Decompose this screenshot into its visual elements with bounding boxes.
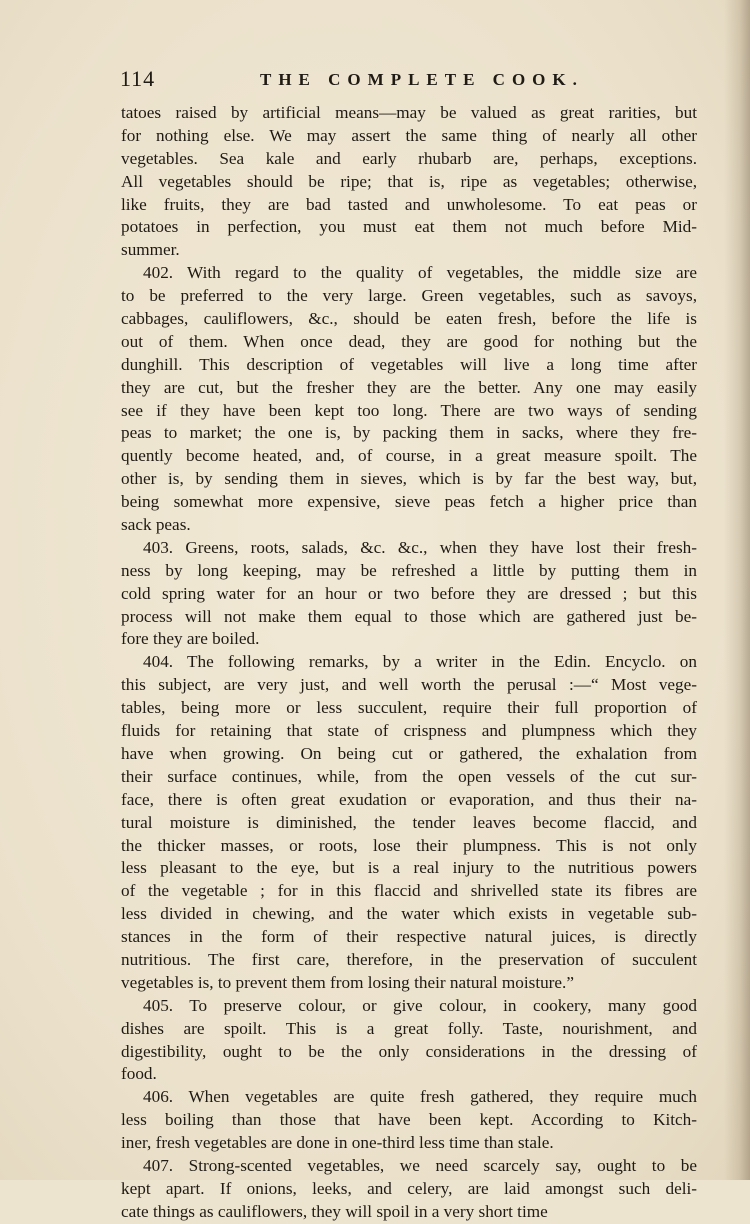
text-line: face, there is often great exudation or evaporation, and thus their na- bbox=[121, 789, 697, 809]
text-line: All vegetables should be ripe; that is, ripe as vegetables; otherwise, bbox=[121, 171, 697, 191]
text-line: potatoes in perfection, you must eat them not much before Mid- bbox=[121, 217, 697, 237]
text-line: fore they are boiled. bbox=[121, 629, 260, 649]
text-line: for nothing else. We may assert the same thing of nearly all other bbox=[121, 125, 697, 145]
text-line: their surface continues, while, from the open vessels of the cut sur- bbox=[121, 766, 697, 786]
text-line: kept apart. If onions, leeks, and celery, are laid amongst such deli- bbox=[121, 1178, 697, 1198]
text-line: process will not make them equal to those which are gathered just be- bbox=[121, 606, 697, 626]
text-line: to be preferred to the very large. Green vegetables, such as savoys, bbox=[121, 286, 697, 306]
text-line: cold spring water for an hour or two before they are dressed ; but this bbox=[121, 583, 697, 603]
text-line: 403. Greens, roots, salads, &c. &c., when they have lost their fresh- bbox=[143, 537, 697, 557]
text-line: fluids for retaining that state of crispness and plumpness which they bbox=[121, 721, 697, 741]
text-line: the thicker masses, or roots, lose their plumpness. This is not only bbox=[121, 835, 697, 855]
text-line: tural moisture is diminished, the tender leaves become flaccid, and bbox=[121, 812, 697, 832]
text-line: nutritious. The first care, therefore, in the preservation of succulent bbox=[121, 949, 697, 969]
body-text bbox=[121, 102, 697, 1224]
text-line: ness by long keeping, may be refreshed a little by putting them in bbox=[121, 560, 697, 580]
text-line: dishes are spoilt. This is a great folly. Taste, nourishment, and bbox=[121, 1018, 697, 1038]
text-line: see if they have been kept too long. There are two ways of sending bbox=[121, 400, 697, 420]
text-line: quently become heated, and, of course, in a great measure spoilt. The bbox=[121, 446, 697, 466]
text-line: dunghill. This description of vegetables will live a long time after bbox=[121, 354, 697, 374]
text-line: 407. Strong-scented vegetables, we need scarcely say, ought to be bbox=[143, 1155, 697, 1175]
text-line: vegetables is, to prevent them from losing their natural moisture.” bbox=[121, 972, 574, 992]
text-line: have when growing. On being cut or gathered, the exhalation from bbox=[121, 743, 697, 763]
text-line: tatoes raised by artificial means—may be valued as great rarities, but bbox=[121, 103, 697, 122]
text-line: less pleasant to the eye, but is a real injury to the nutritious powers bbox=[121, 858, 697, 878]
text-line: tables, being more or less succulent, require their full proportion of bbox=[121, 698, 697, 718]
text-line: iner, fresh vegetables are done in one-third less time than stale. bbox=[121, 1133, 554, 1153]
text-line: digestibility, ought to be the only considerations in the dressing of bbox=[121, 1041, 697, 1061]
text-line: summer. bbox=[121, 240, 180, 260]
page-spine-shadow bbox=[724, 0, 750, 1180]
text-line: like fruits, they are bad tasted and unwholesome. To eat peas or bbox=[121, 194, 697, 214]
text-line: 405. To preserve colour, or give colour, in cookery, many good bbox=[143, 995, 697, 1015]
text-line: peas to market; the one is, by packing them in sacks, where they fre- bbox=[121, 423, 697, 443]
text-line: vegetables. Sea kale and early rhubarb are, perhaps, exceptions. bbox=[121, 148, 697, 168]
text-line: cate things as cauliflowers, they will spoil in a very short time bbox=[121, 1201, 548, 1221]
text-line: food. bbox=[121, 1064, 157, 1084]
text-line: less divided in chewing, and the water which exists in vegetable sub- bbox=[121, 904, 697, 924]
text-line: stances in the form of their respective natural juices, is directly bbox=[121, 927, 697, 947]
text-line: less boiling than those that have been kept. According to Kitch- bbox=[121, 1110, 697, 1130]
text-line: other is, by sending them in sieves, which is by far the best way, but, bbox=[121, 469, 697, 489]
text-line: 402. With regard to the quality of vegetables, the middle size are bbox=[143, 263, 697, 283]
text-line: 404. The following remarks, by a writer in the Edin. Encyclo. on bbox=[143, 652, 697, 672]
text-line: cabbages, cauliflowers, &c., should be eaten fresh, before the life is bbox=[121, 309, 697, 329]
text-line: 406. When vegetables are quite fresh gathered, they require much bbox=[143, 1087, 697, 1107]
text-line: they are cut, but the fresher they are the better. Any one may easily bbox=[121, 377, 697, 397]
text-line: this subject, are very just, and well worth the perusal :—“ Most vege- bbox=[121, 675, 697, 695]
page-number: 114 bbox=[120, 66, 156, 91]
text-line: being somewhat more expensive, sieve peas fetch a higher price than bbox=[121, 492, 697, 512]
text-line: sack peas. bbox=[121, 515, 191, 535]
text-line: out of them. When once dead, they are good for nothing but the bbox=[121, 331, 697, 351]
page-header bbox=[120, 66, 700, 96]
running-title: THE COMPLETE COOK. bbox=[260, 70, 584, 89]
text-line: of the vegetable ; for in this flaccid and shrivelled state its fibres are bbox=[121, 881, 697, 901]
